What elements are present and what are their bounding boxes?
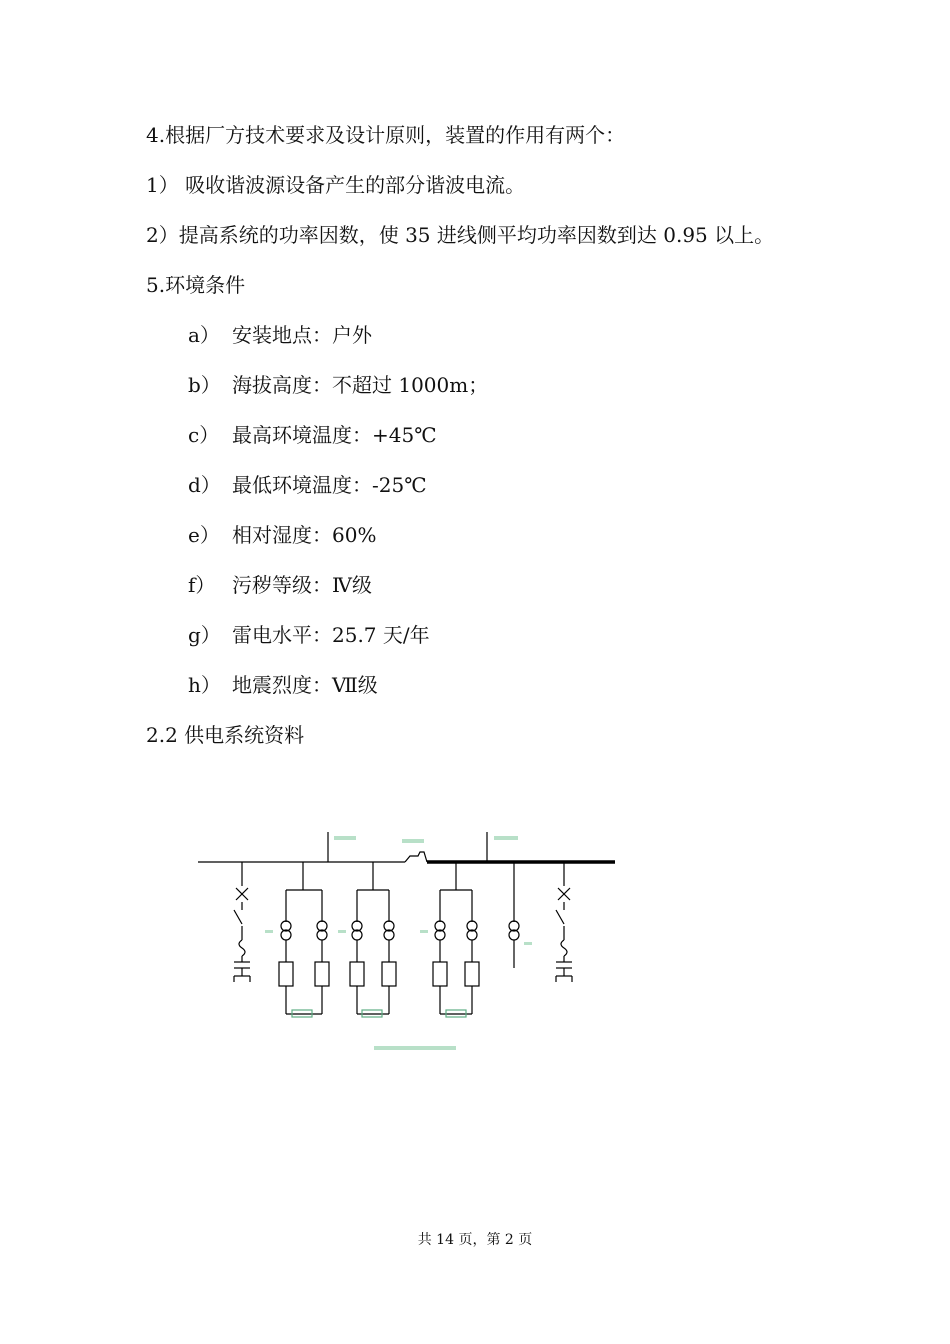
transformer-group-2 [350,862,396,1017]
transformer-group-3 [433,862,479,1017]
condition-mark: c） [188,423,220,447]
condition-mark: g） [188,623,221,647]
diagram-label-mark [265,930,273,933]
diagram-label-mark [334,836,356,840]
transformer-group-1 [279,862,329,1017]
capacitor-branch-right [556,862,572,982]
condition-mark: e） [188,523,220,547]
condition-mark: a） [188,323,220,347]
page-footer: 共 14 页，第 2 页 [417,1232,533,1248]
condition-mark: d） [188,473,221,497]
condition-text: 安装地点：户外 [232,323,372,347]
condition-text: 污秽等级：Ⅳ级 [232,573,372,597]
diagram-label-mark [494,836,518,840]
point4-heading: 4.根据厂方技术要求及设计原则，装置的作用有两个： [146,123,626,147]
diagram-label-mark [420,930,428,933]
section22-heading: 2.2 供电系统资料 [146,723,305,747]
condition-text: 雷电水平：25.7 天/年 [232,623,430,647]
diagram-label-mark [524,942,532,945]
condition-text: 最高环境温度：+45℃ [232,423,437,447]
condition-mark: h） [188,673,221,697]
diagram-caption-mark [374,1046,456,1050]
diagram-label-mark [338,930,346,933]
capacitor-branch-left [234,862,250,982]
condition-text: 地震烈度：Ⅶ级 [232,673,378,697]
condition-text: 最低环境温度：-25℃ [232,473,427,497]
bus-tie-switch [405,852,427,862]
single-transformer-feeder [509,862,519,968]
condition-mark: b） [188,373,221,397]
point4-item-2: 2）提高系统的功率因数，使 35 进线侧平均功率因数到达 0.95 以上。 [146,223,775,247]
section5-heading: 5.环境条件 [146,273,246,297]
diagram-label-mark [402,839,424,843]
condition-mark: f） [188,573,216,597]
condition-text: 海拔高度：不超过 1000m； [232,373,489,397]
condition-text: 相对湿度：60% [232,523,377,547]
point4-item-1: 1） 吸收谐波源设备产生的部分谐波电流。 [146,173,526,197]
